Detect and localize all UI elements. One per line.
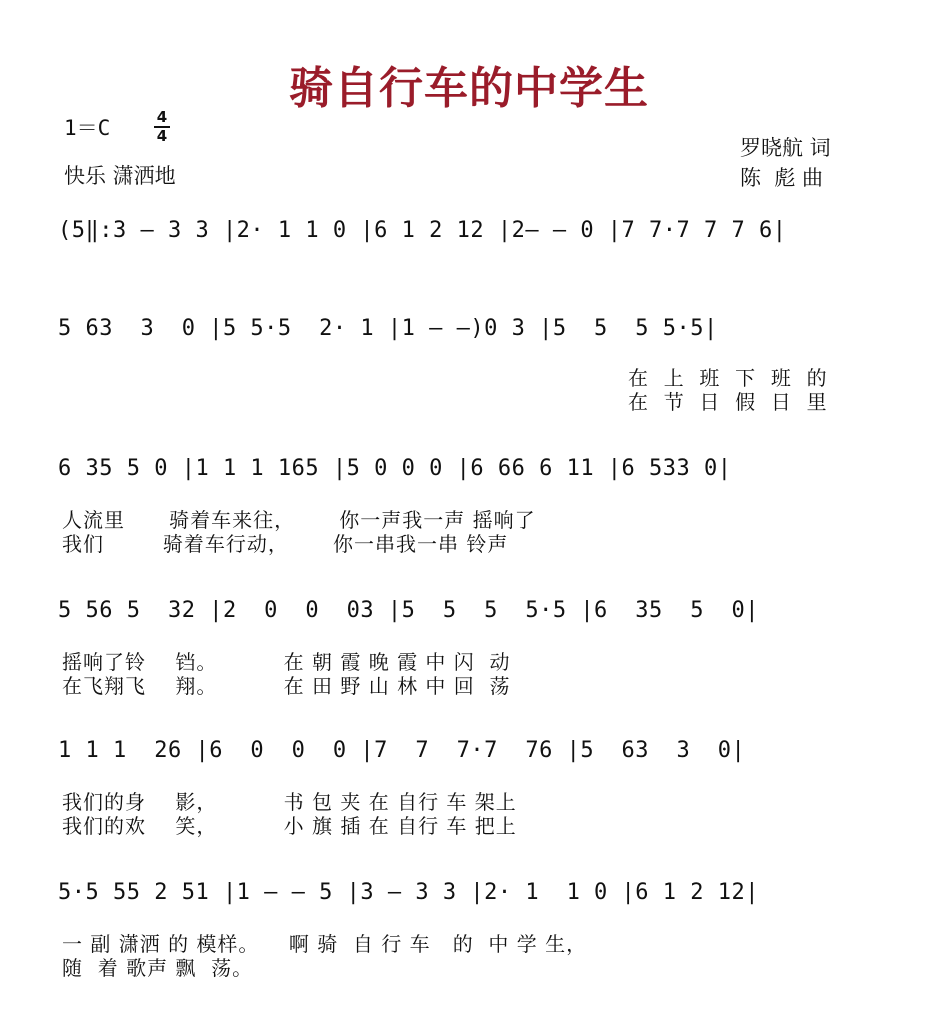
staff-2-lyrics-verse-2: 在 节 日 假 日 里 (628, 390, 828, 414)
staff-2-notes: 5 63 3 0 |5 5·5 2· 1 |1 – –)0 3 |5 5 5 5·5| (58, 316, 718, 341)
page-title: 骑自行车的中学生 (289, 63, 649, 114)
staff-3-lyrics-verse-2: 我们 骑着车行动， 你一串我一串 铃声 (62, 532, 509, 556)
staff-6-lyrics-verse-1: 一 副 潇洒 的 模样。 啊 骑 自 行 车 的 中 学 生， (62, 932, 588, 956)
staff-4-lyrics-verse-1: 摇响了铃 铛。 在 朝 霞 晚 霞 中 闪 动 (62, 650, 511, 674)
time-signature-bottom: 4 (156, 127, 168, 145)
staff-4-lyrics-verse-2: 在飞翔飞 翔。 在 田 野 山 林 中 回 荡 (62, 674, 511, 698)
staff-5-lyrics-verse-2: 我们的欢 笑， 小 旗 插 在 自行 车 把上 (62, 814, 517, 838)
staff-1-notes: (5‖:3 – 3 3 |2· 1 1 0 |6 1 2 12 |2– – 0 |7 7·7 7 7 6| (58, 218, 787, 243)
staff-5-lyrics-verse-1: 我们的身 影， 书 包 夹 在 自行 车 架上 (62, 790, 517, 814)
staff-3-notes: 6 35 5 0 |1 1 1 165 |5 0 0 0 |6 66 6 11 |6 533 0| (58, 456, 732, 481)
composer-credit: 陈 彪 曲 (740, 166, 824, 190)
staff-2-lyrics-verse-1: 在 上 班 下 班 的 (628, 366, 828, 390)
tempo-marking: 快乐 潇洒地 (64, 164, 176, 188)
key-signature: 1＝C (64, 116, 111, 140)
staff-6-notes: 5·5 55 2 51 |1 – – 5 |3 – 3 3 |2· 1 1 0 |6 1 2 12| (58, 880, 760, 905)
staff-3-lyrics-verse-1: 人流里 骑着车来往， 你一声我一声 摇响了 (62, 508, 536, 532)
time-signature-top: 4 (156, 108, 168, 126)
time-signature (152, 110, 172, 144)
staff-6-lyrics-verse-2: 随 着 歌声 飘 荡。 (62, 956, 254, 980)
staff-5-notes: 1 1 1 26 |6 0 0 0 |7 7 7·7 76 |5 63 3 0| (58, 738, 746, 763)
lyricist-credit: 罗晓航 词 (740, 136, 831, 160)
staff-4-notes: 5 56 5 32 |2 0 0 03 |5 5 5 5·5 |6 35 5 0| (58, 598, 760, 623)
